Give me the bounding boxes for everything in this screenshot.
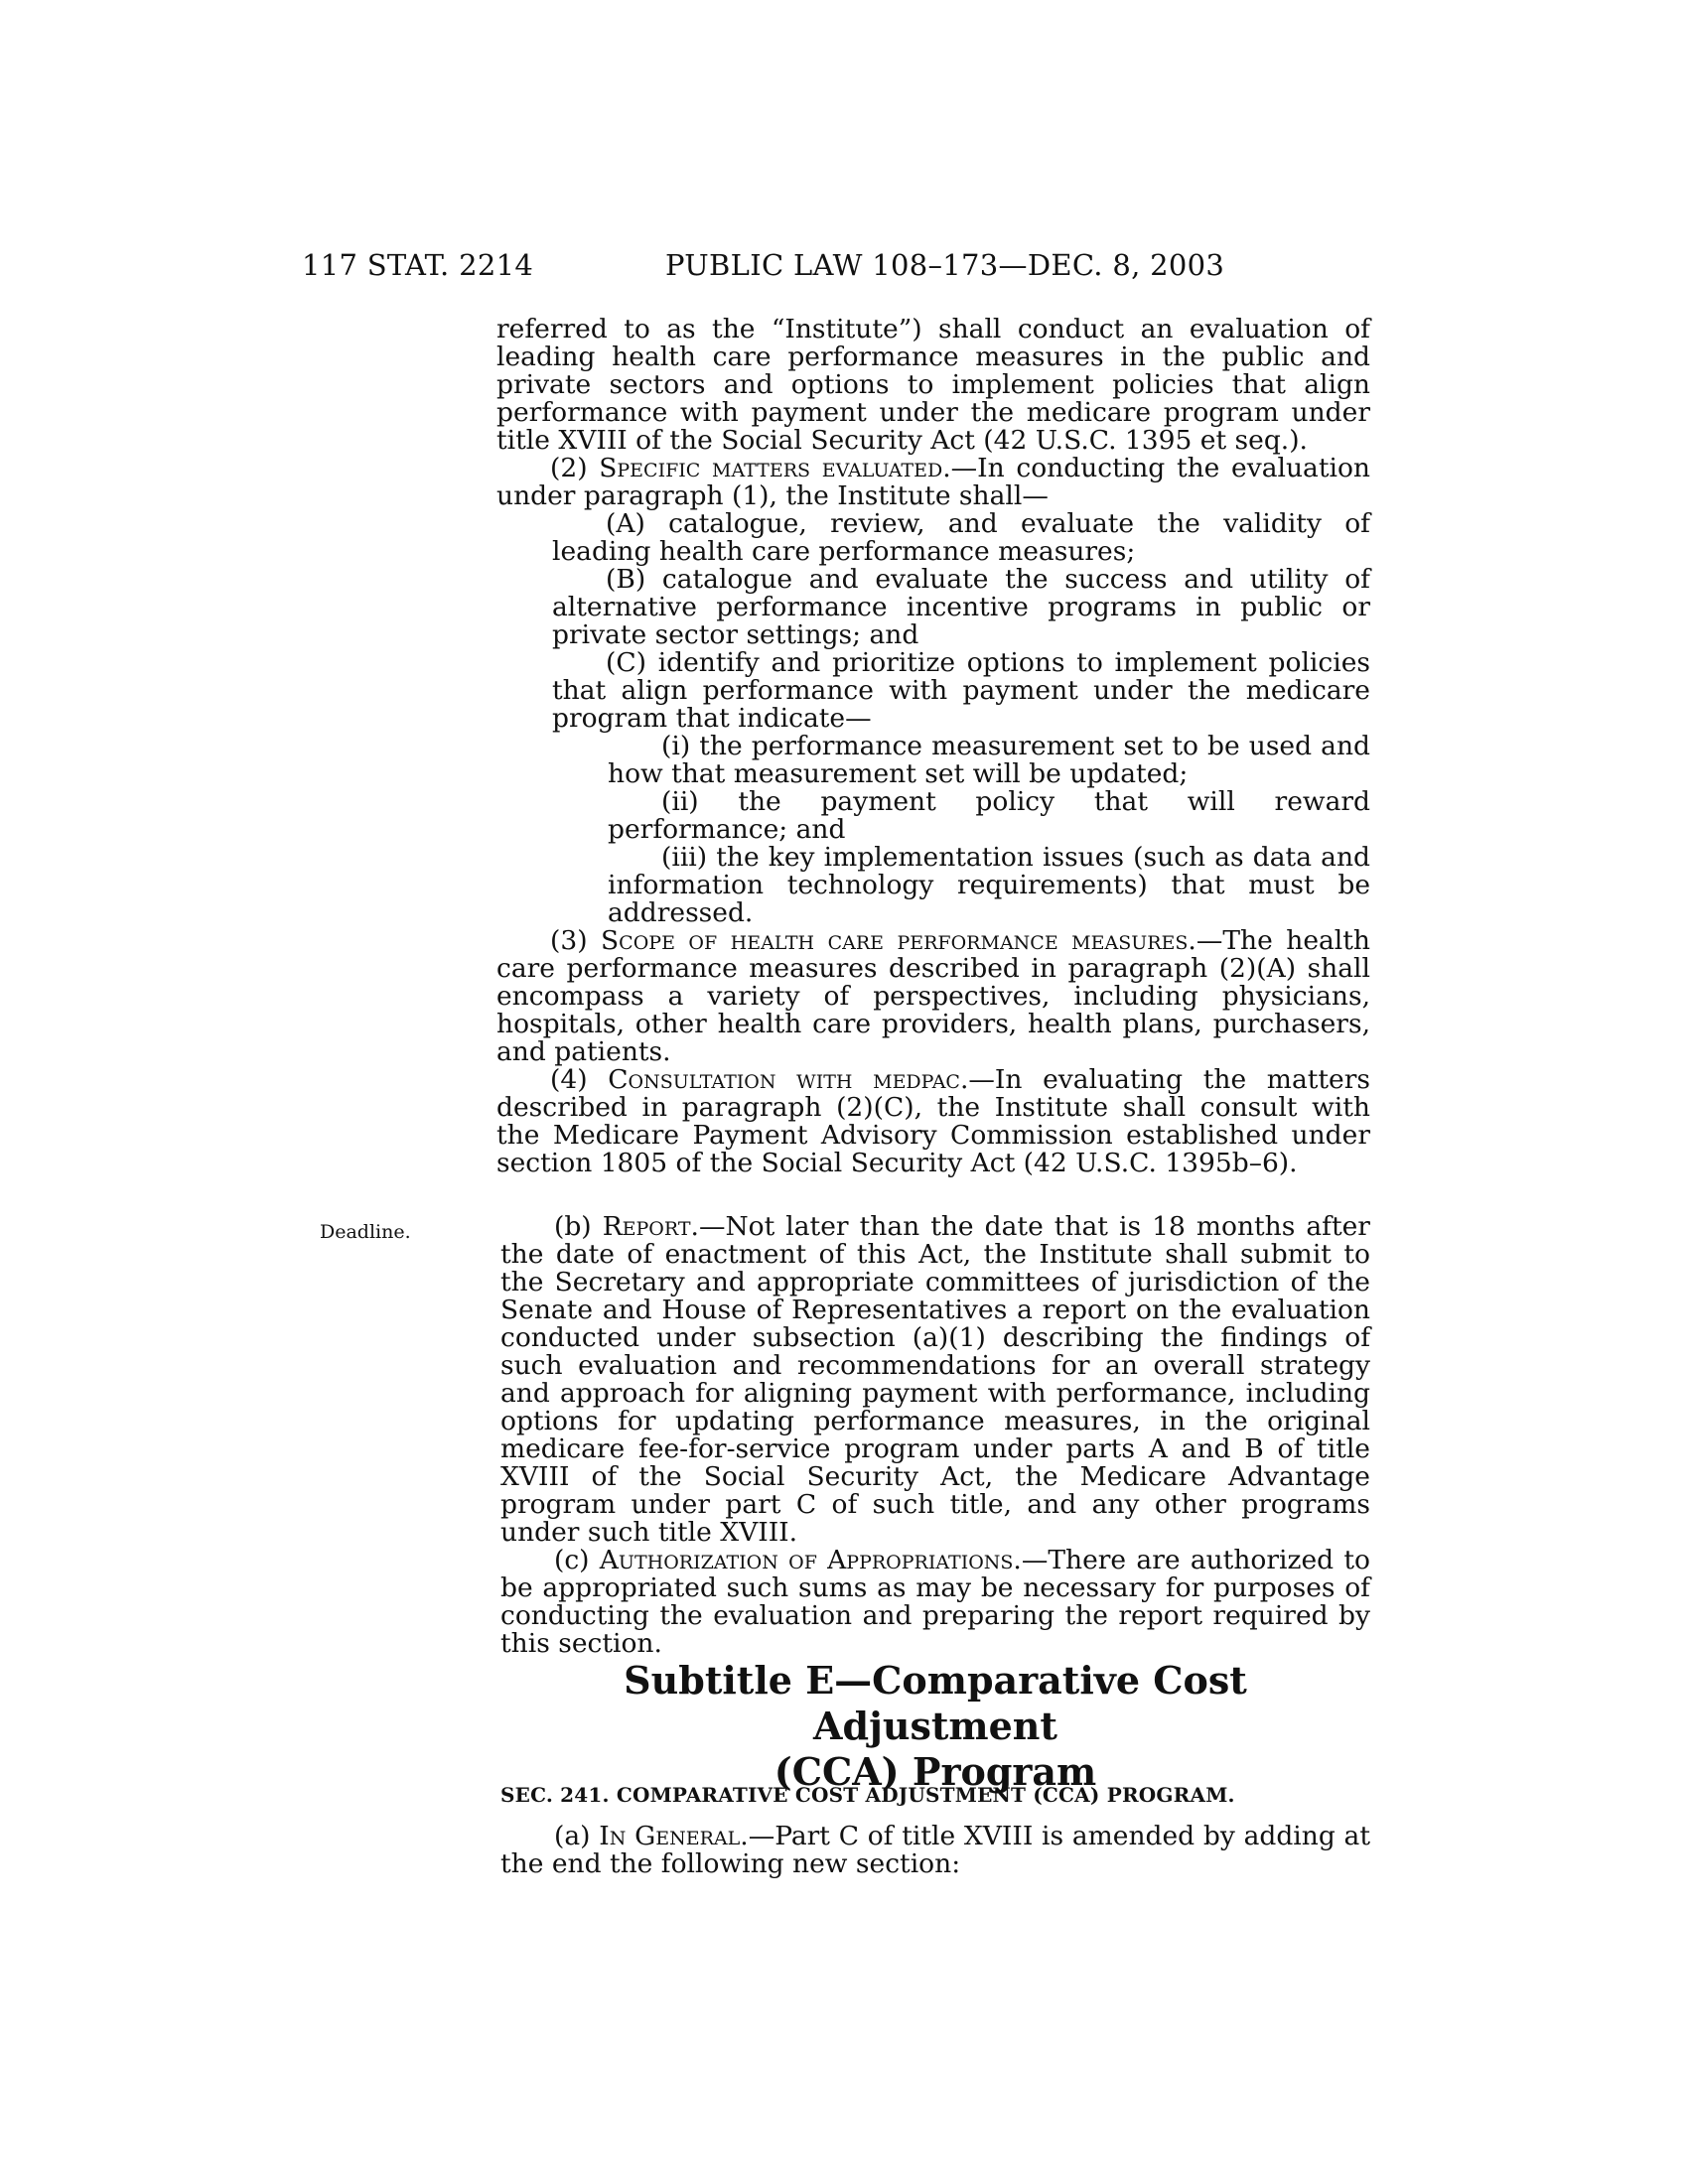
subtitle-line-1: Subtitle E—Comparative Cost Adjustment [624,1658,1247,1748]
law-citation: PUBLIC LAW 108–173—DEC. 8, 2003 [665,248,1225,282]
paragraph-number: (2) [550,453,600,483]
subsection-c-authorization [500,1547,1370,1658]
subsection-a-general [500,1823,1370,1878]
paragraph-number: (3) [550,925,602,956]
paragraph-4 [496,1066,1370,1177]
subsection-heading: Authorization of Appropriations. [599,1545,1022,1575]
paragraph-number: (4) [550,1064,609,1095]
subparagraph-c: (C) identify and prioritize options to implement policies that align performance with payment under the medicare program that indicate— [552,647,1370,734]
stat-citation: 117 STAT. 2214 [302,248,534,282]
subsection-heading: In General. [599,1821,749,1851]
subsection-body: —There are authorized to be appropriated such sums as may be necessary for purposes of conducting the evaluation and preparing the report required by this section. [500,1545,1370,1659]
paragraph-text: —The health care performance measures described in paragraph (2)(A) shall encompass a variety of perspectives, including physicians, hospitals, other health care providers, health plans, purchasers, and patients. [496,925,1370,1067]
subsection-number: (b) [554,1211,603,1242]
subtitle-line-2: (CCA) Program [774,1749,1097,1794]
paragraph-heading: Scope of health care performance measures. [601,925,1196,956]
subtitle-heading [500,1658,1370,1795]
subsection-text [500,1823,1370,1878]
subparagraph-a: (A) catalogue, review, and evaluate the validity of leading health care performance measures; [552,508,1370,567]
subsection-b-report [500,1213,1370,1658]
marginal-note: Deadline. [320,1221,411,1243]
section-body [496,316,1370,1177]
subsection-body: —Part C of title XVIII is amended by adding at the end the following new section: [500,1821,1370,1879]
subsection-heading: Report. [602,1211,699,1242]
paragraph-text: —In evaluating the matters described in paragraph (2)(C), the Institute shall consult with the Medicare Payment Advisory Commission established under section 1805 of the Social Security Act (42 U.S.C. 1395b–6). [496,1064,1370,1178]
subsection-body: —Not later than the date that is 18 months after the date of enactment of this Act, the Institute shall submit to the Secretary and appropriate committees of jurisdiction of the Senate and House of Representatives a report on the evaluation conducted under subsection (a)(1) describing the findings of such evaluation and recommendations for an overall strategy and approach for aligning payment with performance, including options for updating performance measures, in the original medicare fee-for-service program under parts A and B of title XVIII of the Social Security Act, the Medicare Advantage program under part C of such title, and any other programs under such title XVIII. [500,1211,1370,1548]
clause-i: (i) the performance measurement set to be used and how that measurement set will be updated; [608,731,1370,789]
paragraph-intro: referred to as the “Institute”) shall conduct an evaluation of leading health care performance measures in the public and private sectors and options to implement policies that align performance with payment under the medicare program under title XVIII of the Social Security Act (42 U.S.C. 1395 et seq.). [496,314,1370,456]
paragraph-text: —In conducting the evaluation under paragraph (1), the Institute shall— [496,453,1370,511]
subparagraph-b: (B) catalogue and evaluate the success and utility of alternative performance incentive programs in public or private sector settings; and [552,564,1370,650]
paragraph-heading: Specific matters evaluated. [599,453,951,483]
subsection-text [500,1213,1370,1547]
subsection-number: (a) [554,1821,600,1851]
subsection-number: (c) [554,1545,600,1575]
clause-iii: (iii) the key implementation issues (such as data and information technology requirements) that must be addressed. [608,842,1370,928]
section-heading: SEC. 241. COMPARATIVE COST ADJUSTMENT (CCA) PROGRAM. [500,1783,1235,1807]
paragraph-3 [496,927,1370,1066]
paragraph-heading: Consultation with medpac. [608,1064,969,1095]
clause-ii: (ii) the payment policy that will reward performance; and [608,786,1370,845]
paragraph-2 [496,455,1370,510]
